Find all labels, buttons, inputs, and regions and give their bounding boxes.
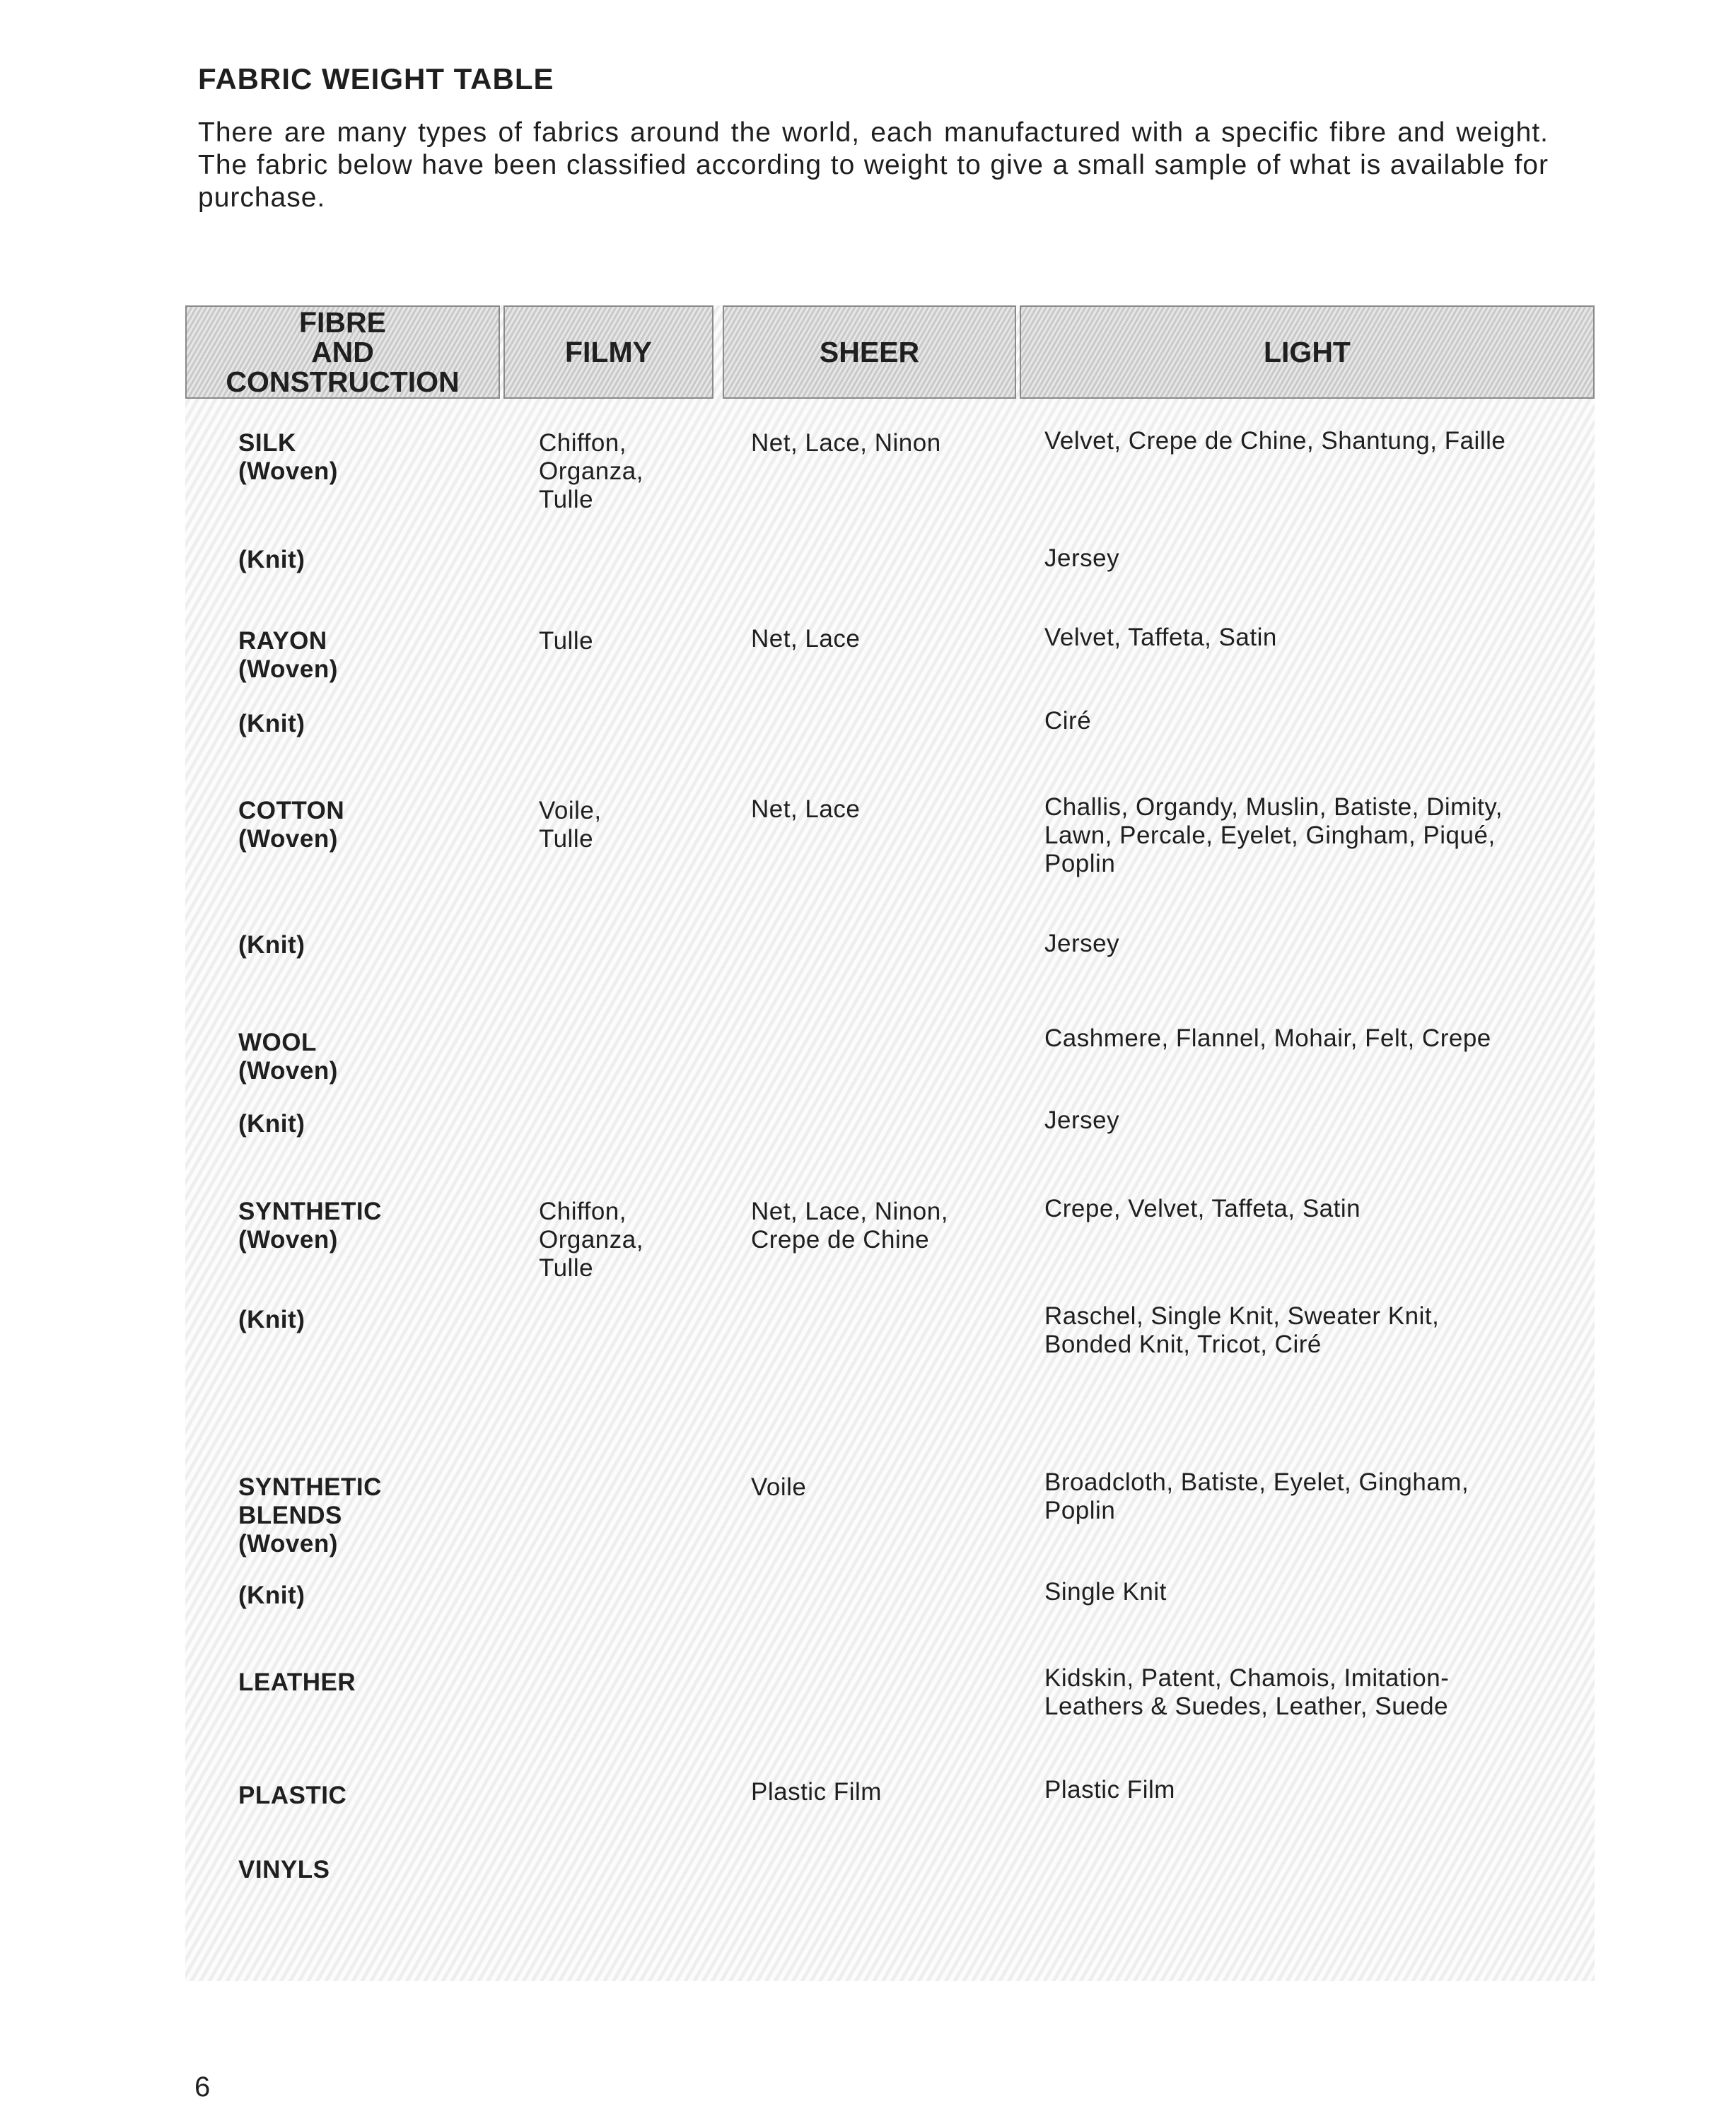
light-silk-woven: Velvet, Crepe de Chine, Shantung, Faille <box>1044 427 1506 455</box>
sheer-synthetic-blends-woven: Voile <box>751 1473 807 1501</box>
fibre-synthetic-woven: SYNTHETIC (Woven) <box>238 1198 382 1254</box>
intro-paragraph: There are many types of fabrics around the world, each manufactured with a specific fibre and weight. The fabric below have been classified according to weight to give a small sample of what is available for purchase. <box>198 117 1549 213</box>
light-synthetic-blends-woven: Broadcloth, Batiste, Eyelet, Gingham, Poplin <box>1044 1468 1469 1524</box>
light-synthetic-blends-knit: Single Knit <box>1044 1578 1167 1606</box>
sheer-synthetic-woven: Net, Lace, Ninon, Crepe de Chine <box>751 1198 948 1254</box>
sheer-plastic: Plastic Film <box>751 1778 882 1806</box>
filmy-silk-woven: Chiffon, Organza, Tulle <box>539 429 643 513</box>
page-title: FABRIC WEIGHT TABLE <box>198 62 554 95</box>
fibre-cotton-woven: COTTON (Woven) <box>238 797 345 853</box>
header-light: LIGHT <box>1020 305 1595 399</box>
filmy-cotton-woven: Voile, Tulle <box>539 797 602 853</box>
fibre-plastic: PLASTIC <box>238 1782 347 1809</box>
fibre-synthetic-knit: (Knit) <box>238 1306 305 1333</box>
fibre-wool-knit: (Knit) <box>238 1110 305 1138</box>
sheer-cotton-woven: Net, Lace <box>751 795 861 823</box>
light-wool-woven: Cashmere, Flannel, Mohair, Felt, Crepe <box>1044 1024 1491 1052</box>
light-silk-knit: Jersey <box>1044 544 1120 572</box>
fibre-cotton-knit: (Knit) <box>238 931 305 959</box>
sheer-rayon-woven: Net, Lace <box>751 625 861 653</box>
light-cotton-knit: Jersey <box>1044 930 1120 957</box>
light-rayon-woven: Velvet, Taffeta, Satin <box>1044 624 1277 651</box>
light-cotton-woven: Challis, Organdy, Muslin, Batiste, Dimity, Lawn, Percale, Eyelet, Gingham, Piqué, Poplin <box>1044 793 1503 877</box>
filmy-synthetic-woven: Chiffon, Organza, Tulle <box>539 1198 643 1282</box>
light-leather: Kidskin, Patent, Chamois, Imitation- Leathers & Suedes, Leather, Suede <box>1044 1664 1450 1720</box>
light-wool-knit: Jersey <box>1044 1106 1120 1134</box>
light-synthetic-knit: Raschel, Single Knit, Sweater Knit, Bonded Knit, Tricot, Ciré <box>1044 1302 1440 1358</box>
fibre-rayon-woven: RAYON (Woven) <box>238 627 338 683</box>
fibre-synthetic-blends-woven: SYNTHETIC BLENDS (Woven) <box>238 1473 382 1558</box>
fabric-weight-table <box>185 305 1595 1981</box>
page-number: 6 <box>194 2072 211 2103</box>
light-plastic: Plastic Film <box>1044 1776 1175 1804</box>
header-fibre-construction: FIBRE AND CONSTRUCTION <box>185 305 500 399</box>
fibre-synthetic-blends-knit: (Knit) <box>238 1582 305 1609</box>
header-sheer: SHEER <box>723 305 1016 399</box>
filmy-rayon-woven: Tulle <box>539 627 594 655</box>
fibre-leather: LEATHER <box>238 1669 356 1696</box>
fibre-wool-woven: WOOL (Woven) <box>238 1029 338 1085</box>
fibre-rayon-knit: (Knit) <box>238 710 305 737</box>
header-filmy: FILMY <box>503 305 713 399</box>
light-rayon-knit: Ciré <box>1044 707 1092 735</box>
fibre-vinyls: VINYLS <box>238 1856 330 1883</box>
fibre-silk-woven: SILK (Woven) <box>238 429 338 485</box>
sheer-silk-woven: Net, Lace, Ninon <box>751 429 941 457</box>
light-synthetic-woven: Crepe, Velvet, Taffeta, Satin <box>1044 1195 1361 1222</box>
fibre-silk-knit: (Knit) <box>238 546 305 573</box>
